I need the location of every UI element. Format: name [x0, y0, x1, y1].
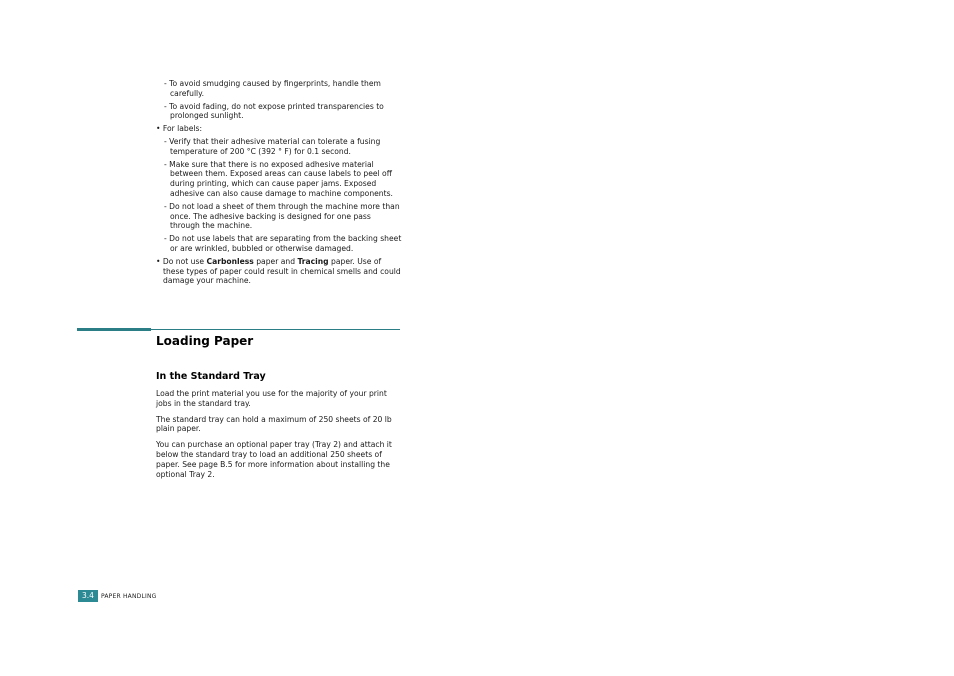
list-item-carbonless-tracing — [156, 257, 402, 286]
section-rule-line — [151, 329, 400, 330]
section-title: Loading Paper — [156, 334, 254, 348]
page-footer — [78, 590, 157, 602]
carbonless-term: Carbonless — [206, 256, 254, 266]
list-item-fingerprints: - To avoid smudging caused by fingerprints, handle them carefully. — [164, 79, 381, 98]
section-body — [156, 389, 400, 485]
paper-guidelines-list — [156, 79, 402, 289]
list-item-load-once: - Do not load a sheet of them through the machine more than once. The adhesive backing is designed for one pass through the machine. — [164, 201, 400, 231]
footer-section-name: PAPER HANDLING — [100, 592, 157, 600]
carbonless-text-pre: • Do not use — [156, 256, 207, 266]
paragraph-tray-capacity: The standard tray can hold a maximum of 250 sheets of 20 lb plain paper. — [156, 414, 392, 434]
carbonless-text-post: paper. Use of these types of paper could result in chemical smells and could damage your machine. — [163, 256, 401, 286]
page-number-badge: 3.4 — [78, 590, 98, 602]
list-item-fusing-temperature: - Verify that their adhesive material can tolerate a fusing temperature of 200 °C (392 ° F) for 0.1 second. — [164, 136, 381, 156]
paragraph-standard-tray-use: Load the print material you use for the majority of your print jobs in the standard tray. — [156, 389, 387, 408]
carbonless-text-mid: paper and — [253, 256, 298, 266]
list-item-labels: • For labels: — [156, 124, 203, 134]
section-rule-accent — [77, 328, 151, 331]
list-item-damaged-labels: - Do not use labels that are separating from the backing sheet or are wrinkled, bubbled or otherwise damaged. — [164, 234, 402, 253]
section-subtitle: In the Standard Tray — [156, 371, 266, 382]
list-item-fading: - To avoid fading, do not expose printed transparencies to prolonged sunlight. — [164, 101, 384, 121]
paragraph-optional-tray: You can purchase an optional paper tray (Tray 2) and attach it below the standard tray to load an additional 250 sheets of paper. See page B.5 for more information about installing the optional Tray 2. — [156, 440, 392, 479]
list-item-exposed-adhesive: - Make sure that there is no exposed adhesive material between them. Exposed areas can cause labels to peel off during printing, which can cause paper jams. Exposed adhesive can also cause damage to machine components. — [164, 159, 393, 198]
tracing-term: Tracing — [297, 256, 329, 266]
